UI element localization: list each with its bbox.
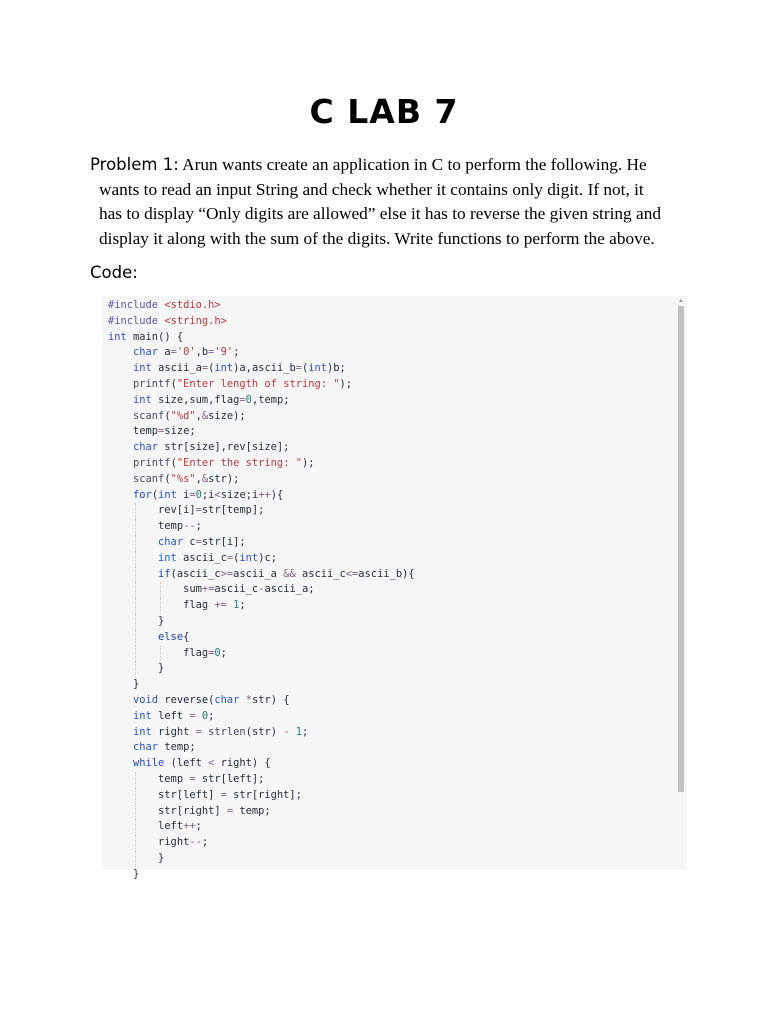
indent-guide [135,614,136,630]
code-line [108,377,415,393]
problem-text-line: has to display “Only digits are allowed” else it has to reverse the given string and [99,204,661,223]
code-text: #include <stdio.h> [108,299,221,311]
code-line [108,677,415,693]
code-block[interactable] [102,296,687,880]
code-line [108,393,415,409]
code-text: void reverse(char *str) { [133,693,290,706]
scrollbar-thumb[interactable] [678,306,684,792]
indent-guide [160,598,161,614]
code-text: str[left] = str[right]; [108,788,302,801]
indent-guide [135,503,136,519]
code-text: int ascii_c=(int)c; [158,551,277,564]
code-text: char c=str[i]; [158,535,246,548]
indent-guide [135,630,136,646]
code-line [108,804,415,820]
code-text: while (left < right) { [133,757,271,770]
code-text: for(int i=0;i<size;i++){ [133,488,284,501]
code-line [108,725,415,741]
code-text: int right = strlen(str) - 1; [133,725,309,738]
code-line [108,630,415,646]
problem-text-line: Arun wants create an application in C to perform the following. He [182,155,647,174]
code-line [108,693,415,709]
code-text: char str[size],rev[size]; [133,441,290,454]
page-title: C LAB 7 [309,92,459,131]
code-line [108,661,415,677]
code-text: flag += 1; [108,599,246,612]
code-text: scanf("%s",&str); [133,472,240,485]
problem-text-line: display it along with the sum of the digits. Write functions to perform the above. [99,228,655,248]
code-text: } [108,662,165,675]
indent-guide [160,582,161,598]
code-line [108,709,415,725]
code-line [108,503,415,519]
code-line [108,756,415,772]
indent-guide [135,819,136,835]
code-text: printf("Enter the string: "); [133,456,315,469]
code-text: else{ [158,630,190,643]
code-line [108,535,415,551]
indent-guide [135,551,136,567]
scrollbar[interactable] [676,296,686,870]
code-text: #include <string.h> [108,314,227,327]
indent-guide [135,646,136,662]
indent-guide [135,851,136,867]
code-text: scanf("%d",&size); [133,409,246,422]
code-text: int ascii_a=(int)a,ascii_b=(int)b; [133,362,346,375]
code-content [108,298,415,882]
code-label: Code: [90,263,138,282]
code-line [108,345,415,361]
code-line [108,519,415,535]
problem-label: Problem 1 [90,155,174,174]
problem-line-1 [90,153,690,178]
code-text: int size,sum,flag=0,temp; [133,393,290,406]
code-text: printf("Enter length of string: "); [133,377,353,390]
indent-guide [135,598,136,614]
code-text: temp--; [108,520,202,533]
code-line [108,614,415,630]
indent-guide [135,535,136,551]
code-text: } [108,614,165,627]
code-text: flag=0; [108,646,227,659]
code-text: temp=size; [108,425,196,438]
code-line [108,835,415,851]
code-line [108,488,415,504]
code-text: temp = str[left]; [108,772,265,785]
code-line [108,582,415,598]
code-text: left++; [108,820,202,833]
indent-guide [160,646,161,662]
code-line [108,567,415,583]
code-line [108,424,415,440]
scroll-up-arrow-icon[interactable]: ▲ [678,298,684,304]
code-line [108,440,415,456]
indent-guide [135,835,136,851]
problem-statement [90,153,690,251]
code-text: int left = 0; [133,709,215,722]
code-text: if(ascii_c>=ascii_a && ascii_c<=ascii_b){ [158,567,415,580]
code-text: rev[i]=str[temp]; [108,504,265,517]
code-line [108,330,415,346]
code-line [108,409,415,425]
code-line [108,740,415,756]
code-text: right--; [108,836,209,849]
code-text: sum+=ascii_c-ascii_a; [108,583,315,596]
code-line [108,551,415,567]
code-line [108,361,415,377]
indent-guide [135,661,136,677]
code-text: int main() { [108,330,184,343]
code-text: char temp; [133,741,196,754]
code-line [108,867,415,883]
code-line [108,598,415,614]
code-line [108,788,415,804]
code-text: str[right] = temp; [108,804,271,817]
indent-guide [135,582,136,598]
indent-guide [135,772,136,788]
code-line [108,472,415,488]
code-text: } [108,678,140,691]
indent-guide [135,788,136,804]
code-text: } [108,867,140,880]
indent-guide [135,804,136,820]
code-line [108,772,415,788]
code-line [108,819,415,835]
code-line [108,298,415,314]
indent-guide [135,567,136,583]
problem-text-line: wants to read an input String and check whether it contains only digit. If not, it [99,179,644,199]
code-line [108,646,415,662]
indent-guide [135,519,136,535]
code-line [108,314,415,330]
code-text: char a='0',b='9'; [133,346,240,359]
code-line [108,456,415,472]
code-line [108,851,415,867]
problem-colon: : [173,155,179,174]
code-text: } [108,851,165,864]
